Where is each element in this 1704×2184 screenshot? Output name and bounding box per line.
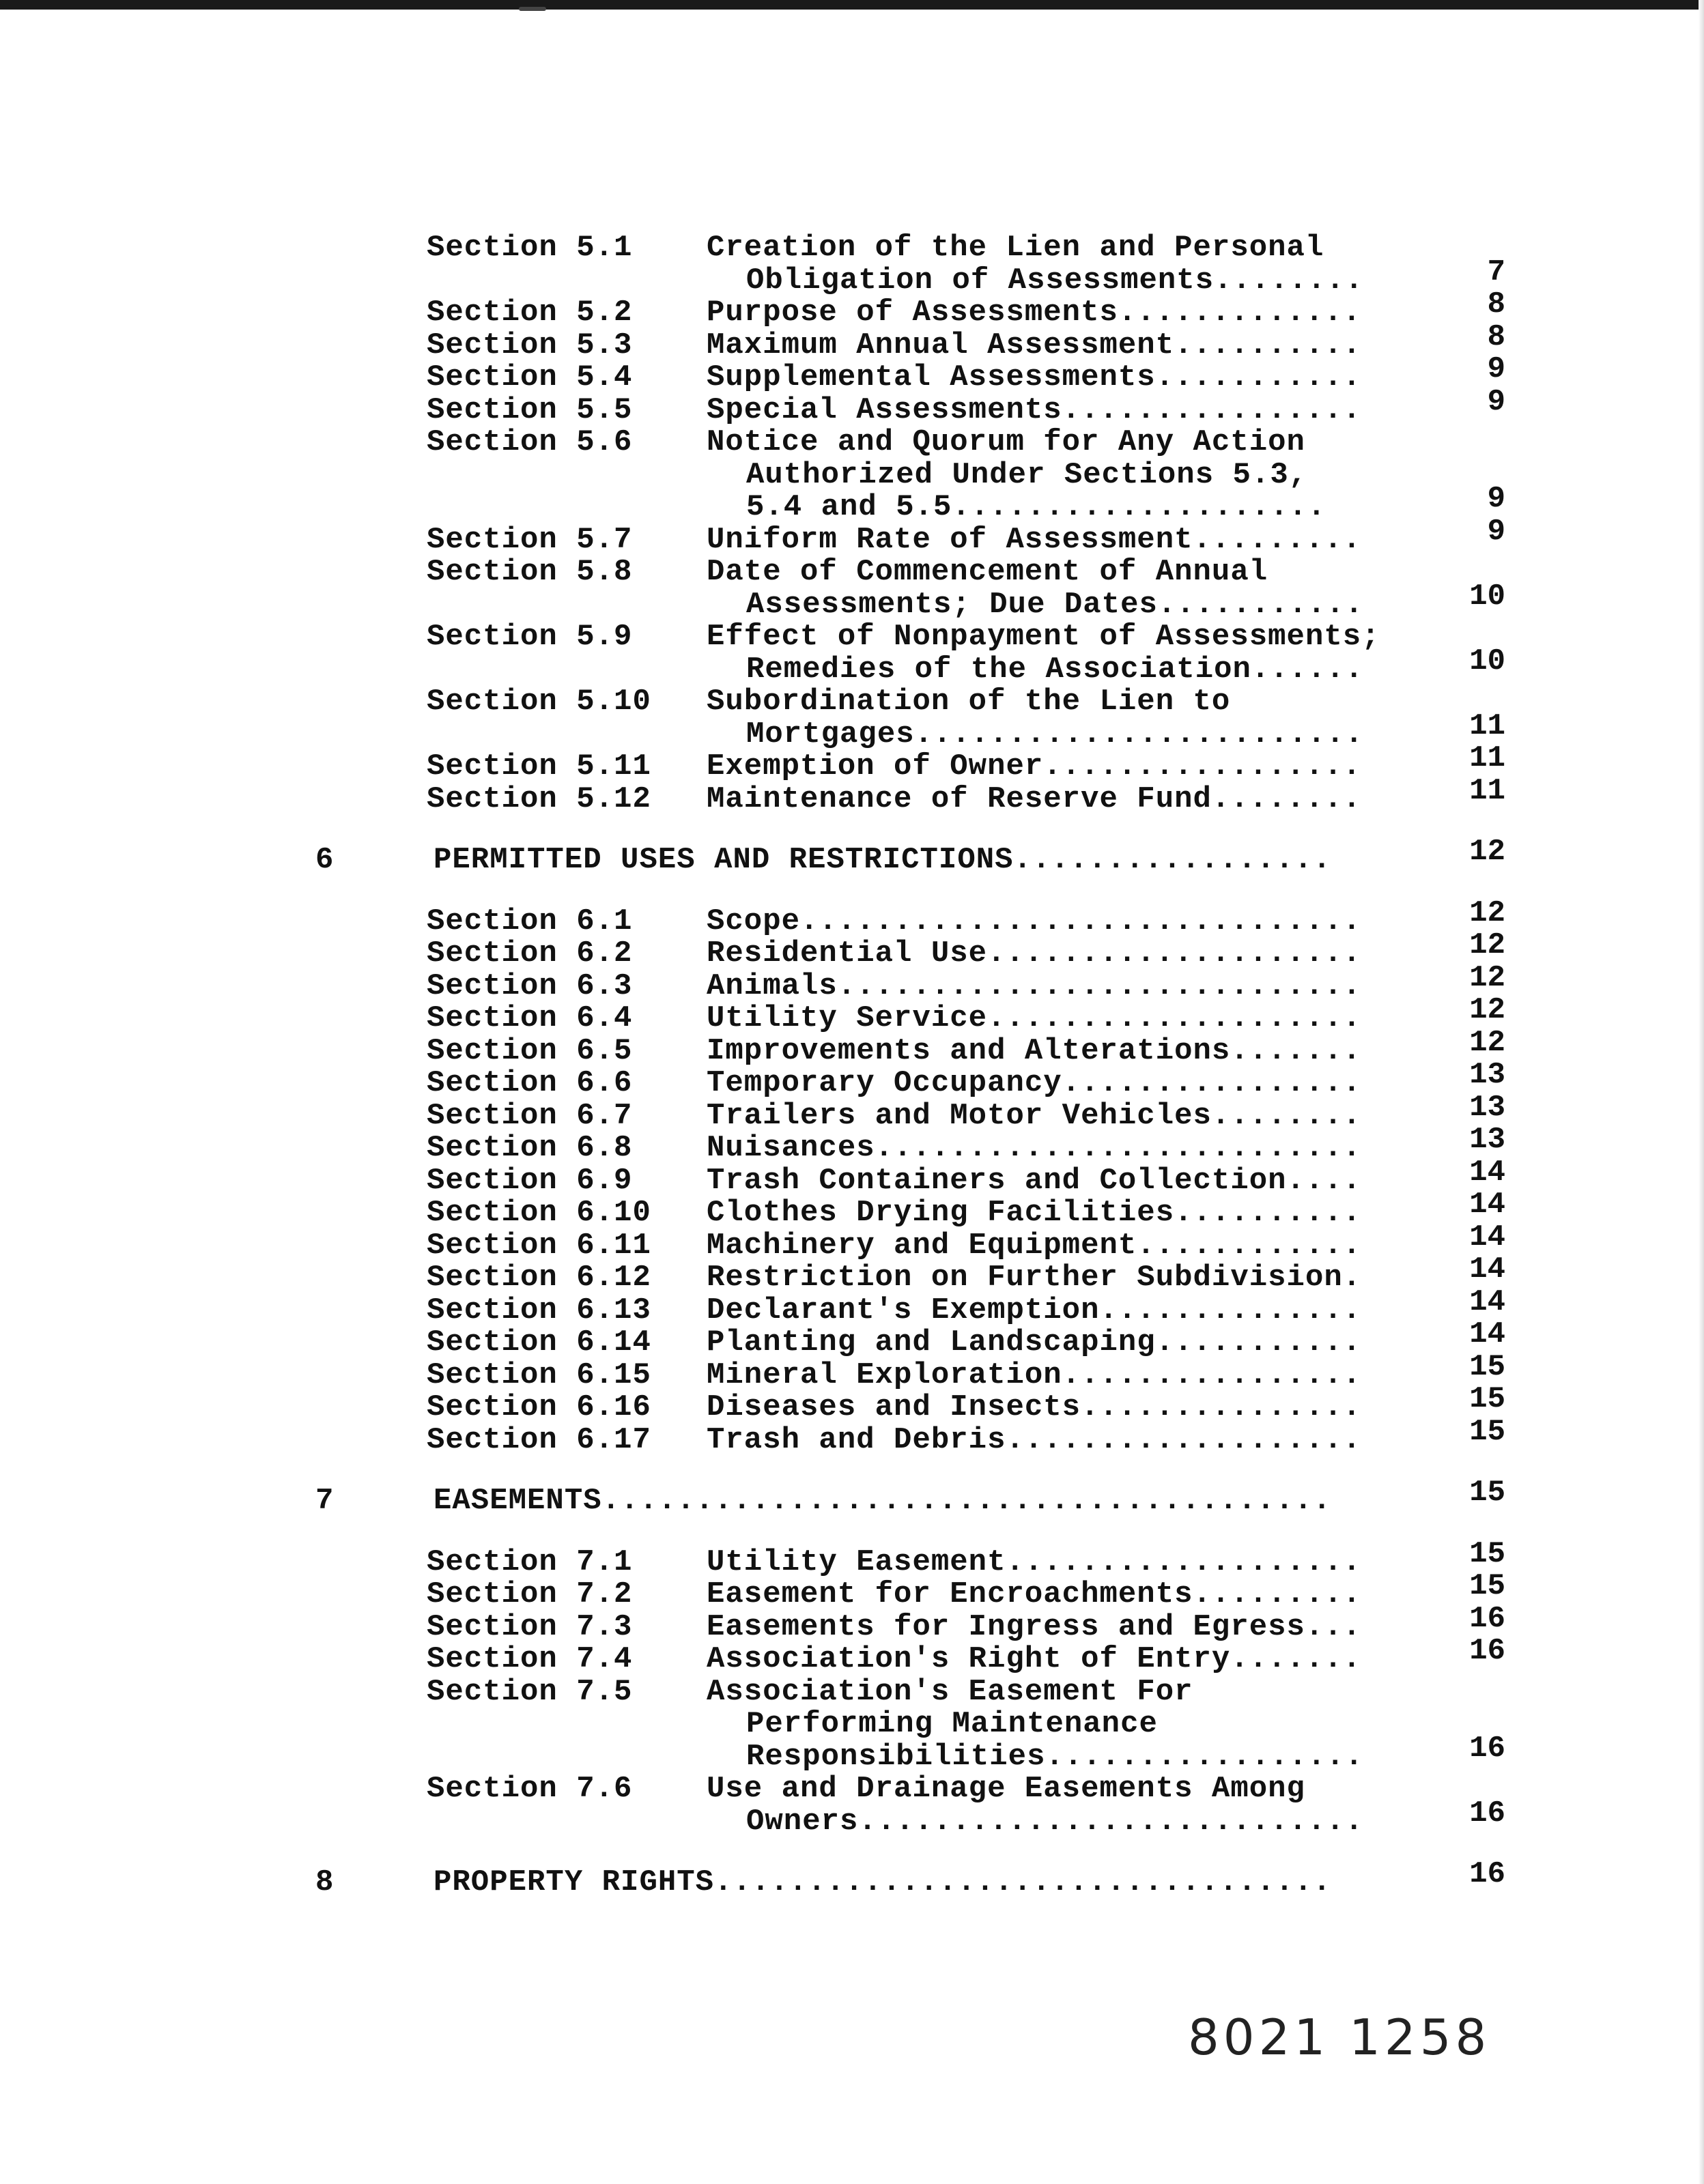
section-title: Creation of the Lien and Personal bbox=[707, 231, 1324, 265]
section-number: Section 6.6 bbox=[427, 1066, 633, 1100]
chapter-number: 6 bbox=[315, 843, 334, 877]
section-title: Effect of Nonpayment of Assessments; bbox=[707, 620, 1380, 654]
page-number: 12 bbox=[1469, 993, 1505, 1027]
section-title: Restriction on Further Subdivision. bbox=[707, 1261, 1362, 1295]
section-title: Animals............................ bbox=[707, 968, 1362, 1003]
section-title: Obligation of Assessments........ bbox=[746, 263, 1364, 298]
section-number: Section 7.4 bbox=[427, 1642, 633, 1676]
page-number: 10 bbox=[1469, 579, 1505, 614]
section-number: Section 5.10 bbox=[427, 685, 651, 719]
page-number: 9 bbox=[1487, 384, 1505, 419]
section-title: Purpose of Assessments............. bbox=[707, 296, 1362, 330]
page-number: 14 bbox=[1469, 1220, 1505, 1254]
section-number: Section 6.3 bbox=[427, 968, 633, 1003]
page-number: 15 bbox=[1469, 1536, 1505, 1571]
section-number: Section 5.6 bbox=[427, 425, 633, 459]
section-title: Subordination of the Lien to bbox=[707, 685, 1231, 719]
page-number: 14 bbox=[1469, 1284, 1505, 1319]
section-title: Date of Commencement of Annual bbox=[707, 555, 1268, 589]
section-title: Remedies of the Association...... bbox=[746, 652, 1364, 687]
section-title: Planting and Landscaping........... bbox=[707, 1325, 1362, 1360]
section-number: Section 5.7 bbox=[427, 522, 633, 557]
page-number: 14 bbox=[1469, 1317, 1505, 1351]
page-number: 14 bbox=[1469, 1188, 1505, 1222]
section-number: Section 7.5 bbox=[427, 1674, 633, 1709]
section-title: Authorized Under Sections 5.3, bbox=[746, 457, 1308, 492]
section-number: Section 6.9 bbox=[427, 1163, 633, 1198]
page-number: 12 bbox=[1469, 835, 1505, 869]
section-title: Trash Containers and Collection.... bbox=[707, 1163, 1362, 1198]
section-title: Mineral Exploration................ bbox=[707, 1357, 1362, 1392]
section-number: Section 6.10 bbox=[427, 1196, 651, 1230]
section-title: Temporary Occupancy................ bbox=[707, 1066, 1362, 1100]
page-number: 12 bbox=[1469, 895, 1505, 930]
page-number: 15 bbox=[1469, 1349, 1505, 1384]
page-number: 16 bbox=[1469, 1857, 1505, 1891]
section-title: Uniform Rate of Assessment......... bbox=[707, 522, 1362, 557]
section-title: Easements for Ingress and Egress... bbox=[707, 1609, 1362, 1644]
section-number: Section 5.3 bbox=[427, 328, 633, 362]
section-number: Section 5.9 bbox=[427, 620, 633, 654]
page-number: 15 bbox=[1469, 1382, 1505, 1416]
section-number: Section 6.14 bbox=[427, 1325, 651, 1360]
section-number: Section 5.4 bbox=[427, 360, 633, 394]
page-number: 11 bbox=[1469, 708, 1505, 743]
section-number: Section 7.6 bbox=[427, 1772, 633, 1806]
page-number: 12 bbox=[1469, 1025, 1505, 1060]
section-title: Owners........................... bbox=[746, 1804, 1364, 1839]
page-number: 8 bbox=[1487, 319, 1505, 354]
page-number: 12 bbox=[1469, 928, 1505, 962]
section-title: Clothes Drying Facilities.......... bbox=[707, 1196, 1362, 1230]
section-number: Section 6.16 bbox=[427, 1390, 651, 1424]
section-number: Section 5.2 bbox=[427, 296, 633, 330]
section-title: Scope.............................. bbox=[707, 904, 1362, 938]
section-number: Section 6.5 bbox=[427, 1033, 633, 1068]
page-number: 14 bbox=[1469, 1155, 1505, 1190]
page-number: 15 bbox=[1469, 1414, 1505, 1449]
section-title: Special Assessments................ bbox=[707, 392, 1362, 427]
section-title: Easement for Encroachments......... bbox=[707, 1577, 1362, 1611]
section-number: Section 6.13 bbox=[427, 1293, 651, 1327]
section-title: Notice and Quorum for Any Action bbox=[707, 425, 1305, 459]
section-title: Use and Drainage Easements Among bbox=[707, 1772, 1305, 1806]
section-title: Maintenance of Reserve Fund........ bbox=[707, 781, 1362, 816]
section-title: Association's Right of Entry....... bbox=[707, 1642, 1362, 1676]
section-title: Responsibilities................. bbox=[746, 1739, 1364, 1774]
section-number: Section 5.12 bbox=[427, 781, 651, 816]
chapter-number: 8 bbox=[315, 1865, 334, 1899]
section-number: Section 6.17 bbox=[427, 1422, 651, 1457]
section-title: Trash and Debris................... bbox=[707, 1422, 1362, 1457]
section-number: Section 5.8 bbox=[427, 555, 633, 589]
document-number: 8021 1258 bbox=[1188, 2009, 1491, 2066]
section-title: 5.4 and 5.5.................... bbox=[746, 490, 1326, 524]
section-number: Section 7.1 bbox=[427, 1544, 633, 1579]
section-number: Section 6.1 bbox=[427, 904, 633, 938]
section-number: Section 5.1 bbox=[427, 231, 633, 265]
section-number: Section 6.2 bbox=[427, 936, 633, 971]
section-title: Machinery and Equipment............ bbox=[707, 1228, 1362, 1263]
section-title: Association's Easement For bbox=[707, 1674, 1193, 1709]
section-number: Section 5.5 bbox=[427, 392, 633, 427]
page-number: 14 bbox=[1469, 1252, 1505, 1287]
section-title: Trailers and Motor Vehicles........ bbox=[707, 1098, 1362, 1133]
page-number: 16 bbox=[1469, 1796, 1505, 1830]
section-title: Maximum Annual Assessment.......... bbox=[707, 328, 1362, 362]
section-number: Section 6.7 bbox=[427, 1098, 633, 1133]
chapter-title: PROPERTY RIGHTS................................. bbox=[434, 1865, 1332, 1899]
page-number: 7 bbox=[1487, 255, 1505, 289]
page-number: 8 bbox=[1487, 287, 1505, 321]
page-number: 16 bbox=[1469, 1634, 1505, 1668]
chapter-title: PERMITTED USES AND RESTRICTIONS................. bbox=[434, 843, 1332, 877]
section-title: Utility Service.................... bbox=[707, 1001, 1362, 1035]
page-number: 15 bbox=[1469, 1476, 1505, 1510]
page-number: 16 bbox=[1469, 1601, 1505, 1636]
section-number: Section 6.11 bbox=[427, 1228, 651, 1263]
section-title: Utility Easement................... bbox=[707, 1544, 1362, 1579]
page-number: 11 bbox=[1469, 741, 1505, 775]
section-title: Exemption of Owner................. bbox=[707, 749, 1362, 784]
section-title: Assessments; Due Dates........... bbox=[746, 587, 1364, 622]
section-number: Section 7.2 bbox=[427, 1577, 633, 1611]
section-title: Nuisances.......................... bbox=[707, 1131, 1362, 1165]
section-number: Section 6.12 bbox=[427, 1261, 651, 1295]
section-number: Section 6.4 bbox=[427, 1001, 633, 1035]
section-title: Declarant's Exemption.............. bbox=[707, 1293, 1362, 1327]
page-number: 12 bbox=[1469, 960, 1505, 995]
page-number: 13 bbox=[1469, 1123, 1505, 1157]
page-number: 9 bbox=[1487, 352, 1505, 386]
chapter-number: 7 bbox=[315, 1484, 334, 1518]
page-number: 15 bbox=[1469, 1569, 1505, 1603]
page-number: 9 bbox=[1487, 514, 1505, 549]
section-number: Section 7.3 bbox=[427, 1609, 633, 1644]
section-title: Residential Use.................... bbox=[707, 936, 1362, 971]
section-title: Performing Maintenance bbox=[746, 1707, 1158, 1741]
page-number: 13 bbox=[1469, 1090, 1505, 1125]
page-number: 9 bbox=[1487, 482, 1505, 516]
section-title: Diseases and Insects............... bbox=[707, 1390, 1362, 1424]
section-title: Mortgages........................ bbox=[746, 717, 1364, 751]
page-number: 13 bbox=[1469, 1058, 1505, 1092]
section-number: Section 5.11 bbox=[427, 749, 651, 784]
section-title: Improvements and Alterations....... bbox=[707, 1033, 1362, 1068]
section-title: Supplemental Assessments........... bbox=[707, 360, 1362, 394]
section-number: Section 6.8 bbox=[427, 1131, 633, 1165]
page-number: 10 bbox=[1469, 644, 1505, 678]
page-number: 16 bbox=[1469, 1731, 1505, 1766]
chapter-title: EASEMENTS....................................... bbox=[434, 1484, 1332, 1518]
section-number: Section 6.15 bbox=[427, 1357, 651, 1392]
page-number: 11 bbox=[1469, 773, 1505, 808]
